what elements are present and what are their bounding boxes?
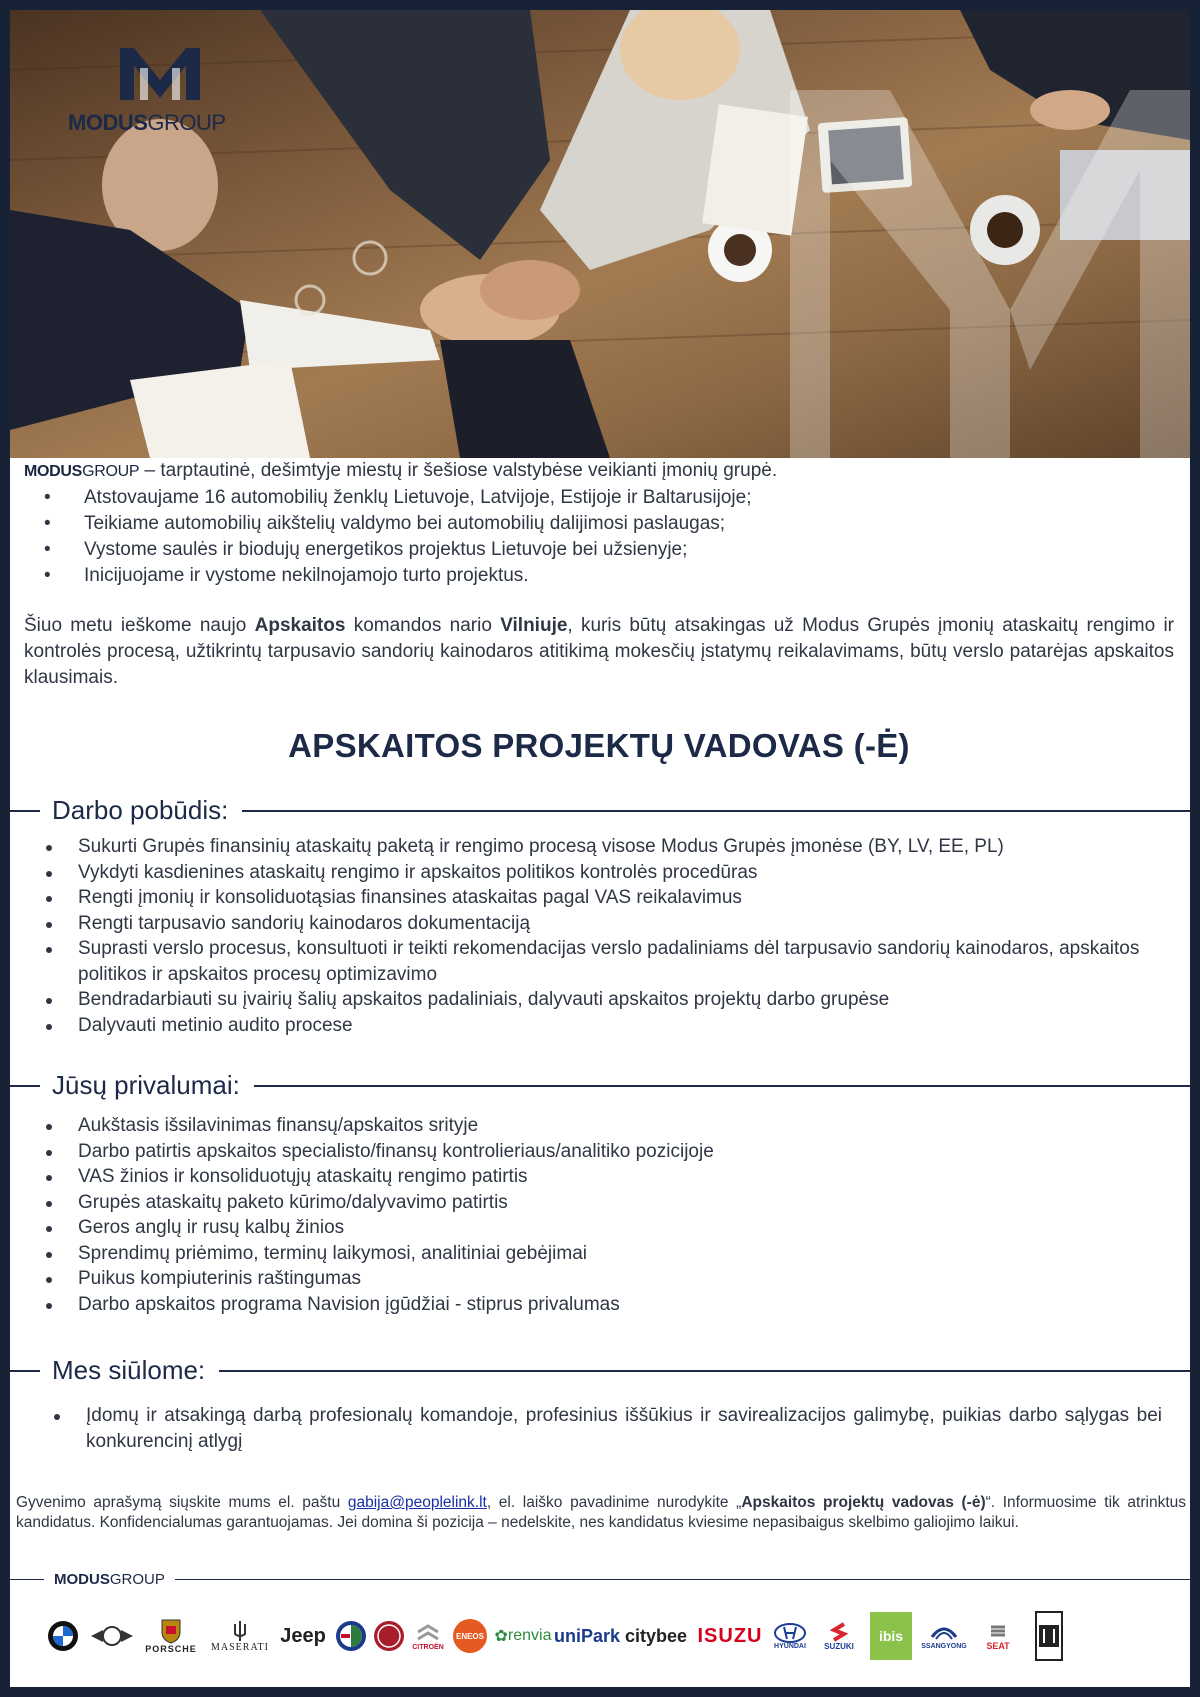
section-header-offer xyxy=(10,1353,1190,1387)
unipark-logo: uniPark xyxy=(553,1625,621,1646)
list-item: Darbo patirtis apskaitos specialisto/finansų kontrolieriaus/analitiko pozicijoje xyxy=(40,1139,1170,1165)
eneos-logo: ENEOS xyxy=(452,1608,488,1664)
list-item: Sprendimų priėmimo, terminų laikymosi, analitiniai gebėjimai xyxy=(40,1241,1170,1267)
seat-logo: SEAT xyxy=(976,1608,1020,1664)
list-item: • Atstovaujame 16 automobilių ženklų Lietuvoje, Latvijoje, Estijoje ir Baltarusijoje; xyxy=(44,485,1174,511)
section-header-advantages xyxy=(10,1068,1190,1102)
citybee-logo: citybee xyxy=(624,1625,688,1646)
list-item: Grupės ataskaitų paketo kūrimo/dalyvavimo patirtis xyxy=(40,1190,1170,1216)
footer-rule xyxy=(10,1579,1190,1580)
list-item: • Vystome saulės ir biodujų energetikos projektus Lietuvoje bei užsienyje; xyxy=(44,537,1174,563)
brand-logos-row xyxy=(46,1608,1166,1668)
offer-list xyxy=(48,1403,1162,1454)
list-item: Rengti tarpusavio sandorių kainodaros dokumentaciją xyxy=(40,911,1170,937)
section-header-duties xyxy=(10,793,1190,827)
rolls-royce-logo xyxy=(1032,1608,1066,1664)
hyundai-logo: HYUNDAI xyxy=(768,1608,812,1664)
duties-list xyxy=(40,834,1170,1038)
intro-bullets xyxy=(24,485,1174,589)
advantages-list xyxy=(40,1113,1170,1317)
list-item: Bendradarbiauti su įvairių šalių apskaitos padaliniais, dalyvauti apskaitos projektų darbo grupėse xyxy=(40,987,1170,1013)
footer-brand: MODUSGROUP xyxy=(44,1568,175,1592)
list-item: • Inicijuojame ir vystome nekilnojamojo turto projektus. xyxy=(44,563,1174,589)
alfa-romeo-logo xyxy=(334,1608,368,1664)
renvia-logo: ✿ renvia xyxy=(494,1627,552,1645)
mini-logo xyxy=(88,1608,136,1664)
list-item: Vykdyti kasdienines ataskaitų rengimo ir apskaitos politikos kontrolės procedūras xyxy=(40,860,1170,886)
description-paragraph: Šiuo metu ieškome naujo Apskaitos komandos nario Vilniuje, kuris būtų atsakingas už Modus Grupės įmonių ataskaitų rengimo ir kontrolės procesą, užtikrintų tarpusavio sandorių kainodaros atitikimą mokesčių įstatymų reikalavimams, būtų verslo patarėjas apskaitos klausimais. xyxy=(24,615,1175,688)
jeep-logo: Jeep xyxy=(280,1624,326,1647)
ibis-styles-logo: ibis xyxy=(868,1608,914,1664)
list-item: Sukurti Grupės finansinių ataskaitų paketą ir rengimo procesą visose Modus Grupės įmonėse (BY, LV, EE, PL) xyxy=(40,834,1170,860)
list-item: Darbo apskaitos programa Navision įgūdžiai - stiprus privalumas xyxy=(40,1292,1170,1318)
list-item: Geros anglų ir rusų kalbų žinios xyxy=(40,1215,1170,1241)
section-label: Mes siūlome: xyxy=(40,1353,219,1387)
intro-line: MODUSGROUP – tarptautinė, dešimtyje miestų ir šešiose valstybėse veikianti įmonių grupė. xyxy=(24,460,778,481)
list-item: VAS žinios ir konsoliduotųjų ataskaitų rengimo patirtis xyxy=(40,1164,1170,1190)
list-item: • Teikiame automobilių aikštelių valdymo bei automobilių dalijimosi paslaugas; xyxy=(44,511,1174,537)
list-item: Įdomų ir atsakingą darbą profesionalų komandoje, profesinius iššūkius ir savirealizacijos galimybę, puikias darbo sąlygas bei konkurencinį atlygį xyxy=(48,1403,1162,1454)
fiat-logo xyxy=(372,1608,406,1664)
suzuki-logo: SUZUKI xyxy=(816,1608,862,1664)
ssangyong-logo: SSANGYONG xyxy=(918,1608,970,1664)
list-item: Puikus kompiuterinis raštingumas xyxy=(40,1266,1170,1292)
footer-brand-divider xyxy=(10,1568,1190,1592)
modus-logo-wordmark: MODUSGROUP xyxy=(68,110,226,135)
list-item: Aukštasis išsilavinimas finansų/apskaitos srityje xyxy=(40,1113,1170,1139)
job-title: APSKAITOS PROJEKTŲ VADOVAS (-Ė) xyxy=(288,727,910,764)
inline-brand: MODUSGROUP xyxy=(24,463,140,480)
isuzu-logo: ISUZU xyxy=(697,1624,763,1647)
maserati-logo: MASERATI xyxy=(206,1608,274,1664)
main-content xyxy=(24,458,1174,765)
bmw-logo xyxy=(46,1608,80,1664)
hero-photo xyxy=(10,10,1190,458)
section-label: Jūsų privalumai: xyxy=(40,1068,254,1102)
list-item: Dalyvauti metinio audito procese xyxy=(40,1013,1170,1039)
porsche-logo: PORSCHE xyxy=(140,1608,202,1664)
email-link[interactable]: gabija@peoplelink.lt xyxy=(347,1494,487,1511)
application-instructions: Gyvenimo aprašymą siųskite mums el. paštu gabija@peoplelink.lt, el. laiško pavadinime nurodykite „Apskaitos projektų vadovas (-ė)“. Informuosime tik atrinktus kandidatus. Konfidencialumas garantuojamas. Jei domina ši pozicija – nedelskite, nes kandidatus kviesime nepasibaigus skelbimo galiojimo laikui. xyxy=(16,1494,1186,1531)
citroen-logo: CITROËN xyxy=(408,1608,448,1664)
section-label: Darbo pobūdis: xyxy=(40,793,242,827)
list-item: Suprasti verslo procesus, konsultuoti ir teikti rekomendacijas verslo padaliniams dėl tarpusavio sandorių kainodaros, apskaitos politikos ir apskaitos procesų optimizavimo xyxy=(40,936,1170,987)
list-item: Rengti įmonių ir konsoliduotąsias finansines ataskaitas pagal VAS reikalavimus xyxy=(40,885,1170,911)
